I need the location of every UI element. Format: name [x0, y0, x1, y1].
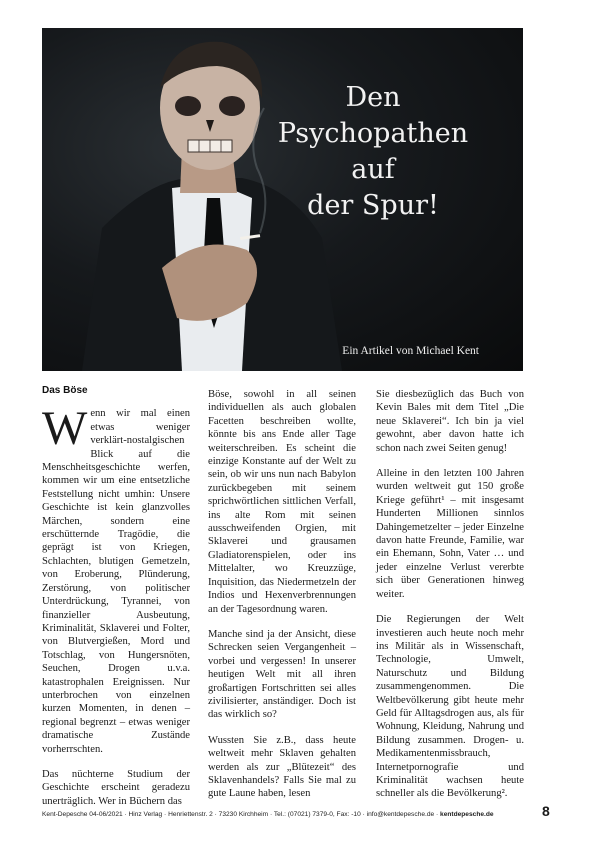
- title-line: Den: [345, 82, 401, 113]
- paragraph: Alleine in den letzten 100 Jahren wurden weltweit gut 150 große Kriege geführt¹ – mit insgesamt Hunderten Millionen sinnlos Dahingemetzelter – jeder Einzelne davon hatte Freunde, Familie, war ein Ehemann, Sohn, Vater … und jeder einzelne Verlust vererbte sich über Generationen hinweg weiter.: [376, 468, 524, 600]
- title-line: Psychopathen: [277, 118, 469, 149]
- footer-website-link[interactable]: kentdepesche.de: [440, 811, 494, 818]
- article-column-1: [42, 384, 190, 820]
- paragraph: Wussten Sie z.B., dass heute weltweit mehr Sklaven gehalten werden als zur „Blütezeit“ des Sklavenhandels? Falls Sie mal zu gute Laune haben, lesen: [208, 734, 356, 800]
- paragraph: Sie diesbezüglich das Buch von Kevin Bales mit dem Titel „Die neue Sklaverei“. Ich bin ja viel gewohnt, aber davon hatte ich schon nach zwei Seiten genug!: [376, 389, 524, 454]
- article-column-2: [208, 388, 356, 813]
- article-title: [253, 80, 493, 224]
- article-column-3: [376, 388, 524, 813]
- title-line: der Spur!: [307, 190, 439, 221]
- paragraph: Das nüchterne Studium der Geschichte erscheint geradezu unerträglich. Wer in Büchern das: [42, 768, 190, 807]
- paragraph: Böse, sowohl in all seinen individuellen als auch globalen Facetten beschreiben wollte, könnte bis ans Ende aller Tage weiterschreiben. Es scheint die einzige Konstante auf der Welt zu sein, ob wir uns nun nach Babylon zurückbegeben mit seinem sprichwörtlichen sittlichen Verfall, ins alte Rom mit seinen ausschweifenden Orgien, mit Sklaverei und grausamen Gladiatorenspielen, oder ins Mittelalter, wo Kreuzzüge, Inquisition, das Niedermetzeln der Indios und Hexenverbrennungen an der Tagesordnung waren.: [208, 389, 356, 615]
- paragraph-text: enn wir mal einen etwas weniger verklärt-nostalgischen Blick auf die Menschheitsgeschichte werfen, kommen wir um eine entsetzliche Feststellung nicht umhin: Unsere Geschichte ist kein glanzvolles Märchen, sondern eine erschütternde Tragödie, die geprägt ist von Kriegen, Schlachten, blutigen Gemetzeln, von Eroberung, Plünderung, Zerstörung, von politischer Unterdrückung, Tyrannei, von finanzieller Ausbeutung, Kriminalität, Sklaverei und Folter, von Blutvergießen, Mord und Totschlag, von Hungersnöten, Seuchen, Drogen u.v.a. katastrophalen Ereignissen. Nur unterbrochen von einzelnen kurzen Momenten, in denen – regional begrenzt – etwas weniger dramatische Zustände vorherrschten.: [42, 408, 190, 755]
- page-footer: [42, 811, 532, 818]
- author-byline: Ein Artikel von Michael Kent: [342, 345, 479, 357]
- paragraph: [42, 402, 190, 756]
- footer-text: Kent-Depesche 04-06/2021 · Hinz Verlag · Henriettenstr. 2 · 73230 Kirchheim · Tel.: (07021) 7379-0, Fax: -10 · info@kentdepesche.de ·: [42, 811, 441, 818]
- title-line: auf: [351, 154, 395, 185]
- paragraph: Manche sind ja der Ansicht, diese Schrecken seien Vergangenheit – vorbei und vergessen! In unserer heutigen Welt mit all ihren großartigen Fortschritten sei alles zivilisierter, anständiger. Doch ist das wirklich so?: [208, 628, 356, 721]
- drop-cap: W: [42, 402, 88, 456]
- section-heading: Das Böse: [42, 385, 88, 396]
- paragraph: Die Regierungen der Welt investieren auch heute noch mehr ins Militär als in Wissenschaft, Technologie, Umwelt, Naturschutz und Bildung zusammengenommen. Die Weltbevölkerung gibt heute mehr Geld für Alltagsdrogen aus, als für Wohnung, Kleidung, Nahrung und Bildung zusammen. Drogen- u. Medikamentenmissbrauch, Internetpornografie und Kriminalität wachsen heute schneller als die Bevölkerung².: [376, 614, 524, 800]
- page-number: 8: [542, 803, 550, 819]
- hero-image: [42, 28, 523, 371]
